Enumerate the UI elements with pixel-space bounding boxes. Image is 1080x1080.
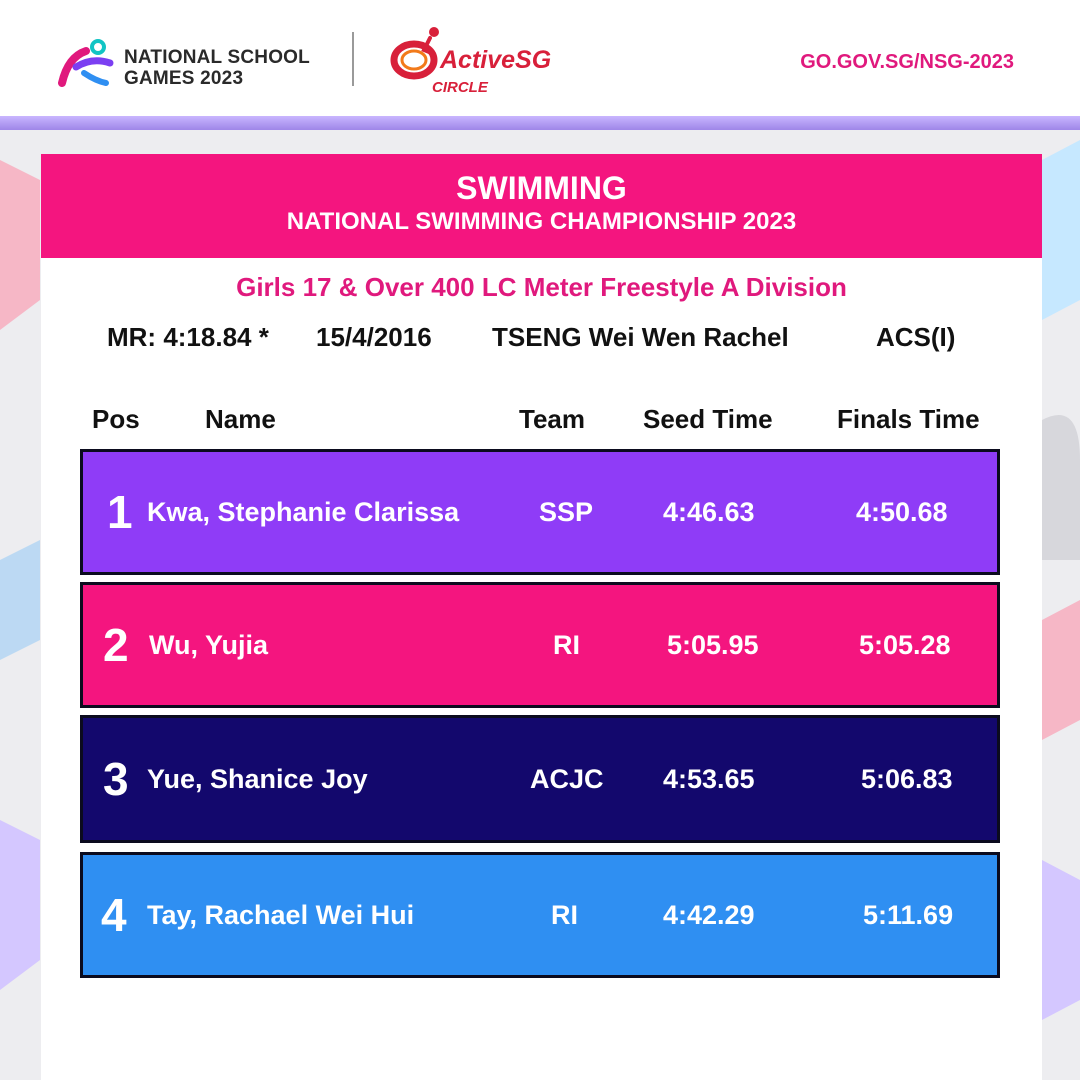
activesg-logo-icon <box>390 24 446 84</box>
column-header-team: Team <box>519 404 585 434</box>
column-header-name: Name <box>205 404 276 434</box>
activesg-subtitle: CIRCLE <box>432 79 488 96</box>
nsg-line-1: NATIONAL SCHOOL <box>124 47 310 68</box>
meet-record-time: MR: 4:18.84 * <box>107 322 269 352</box>
meet-record-team: ACS(I) <box>876 322 956 352</box>
row-team: SSP <box>539 496 594 527</box>
meet-record-holder: TSENG Wei Wen Rachel <box>492 322 789 352</box>
event-title: Girls 17 & Over 400 LC Meter Freestyle A Division <box>236 272 847 302</box>
row-position: 1 <box>107 486 133 538</box>
row-position: 2 <box>103 619 129 671</box>
row-name: Wu, Yujia <box>149 629 269 660</box>
sport-title: SWIMMING <box>456 170 627 206</box>
meet-record-date: 15/4/2016 <box>316 322 432 352</box>
championship-title: NATIONAL SWIMMING CHAMPIONSHIP 2023 <box>286 208 797 235</box>
row-team: ACJC <box>530 763 604 794</box>
table-row <box>80 449 1000 575</box>
header-stripe <box>0 116 1080 130</box>
table-row <box>80 852 1000 978</box>
row-team: RI <box>551 899 578 930</box>
column-header-seed-time: Seed Time <box>643 404 773 434</box>
row-name: Tay, Rachael Wei Hui <box>147 899 415 930</box>
nsg-wordmark <box>124 47 310 89</box>
row-team: RI <box>553 629 580 660</box>
row-seed-time: 4:42.29 <box>663 899 755 930</box>
row-finals-time: 5:05.28 <box>859 629 951 660</box>
row-finals-time: 4:50.68 <box>856 496 948 527</box>
row-seed-time: 4:46.63 <box>663 496 755 527</box>
row-finals-time: 5:11.69 <box>863 899 954 930</box>
nsg-logo-icon <box>58 37 118 87</box>
header-divider <box>352 32 354 86</box>
column-header-finals-time: Finals Time <box>837 404 980 434</box>
row-seed-time: 4:53.65 <box>663 763 755 794</box>
row-name: Kwa, Stephanie Clarissa <box>147 496 460 527</box>
row-position: 4 <box>101 889 127 941</box>
row-position: 3 <box>103 753 129 805</box>
title-banner <box>41 154 1042 258</box>
row-seed-time: 5:05.95 <box>667 629 759 660</box>
header-url-link[interactable]: GO.GOV.SG/NSG-2023 <box>800 51 1014 73</box>
table-row <box>80 582 1000 708</box>
activesg-wordmark: ActiveSG <box>440 46 552 74</box>
table-row <box>80 715 1000 843</box>
row-name: Yue, Shanice Joy <box>147 763 368 794</box>
nsg-line-2: GAMES 2023 <box>124 68 244 89</box>
column-header-pos: Pos <box>92 404 140 434</box>
results-card <box>41 154 1042 1080</box>
row-finals-time: 5:06.83 <box>861 763 953 794</box>
